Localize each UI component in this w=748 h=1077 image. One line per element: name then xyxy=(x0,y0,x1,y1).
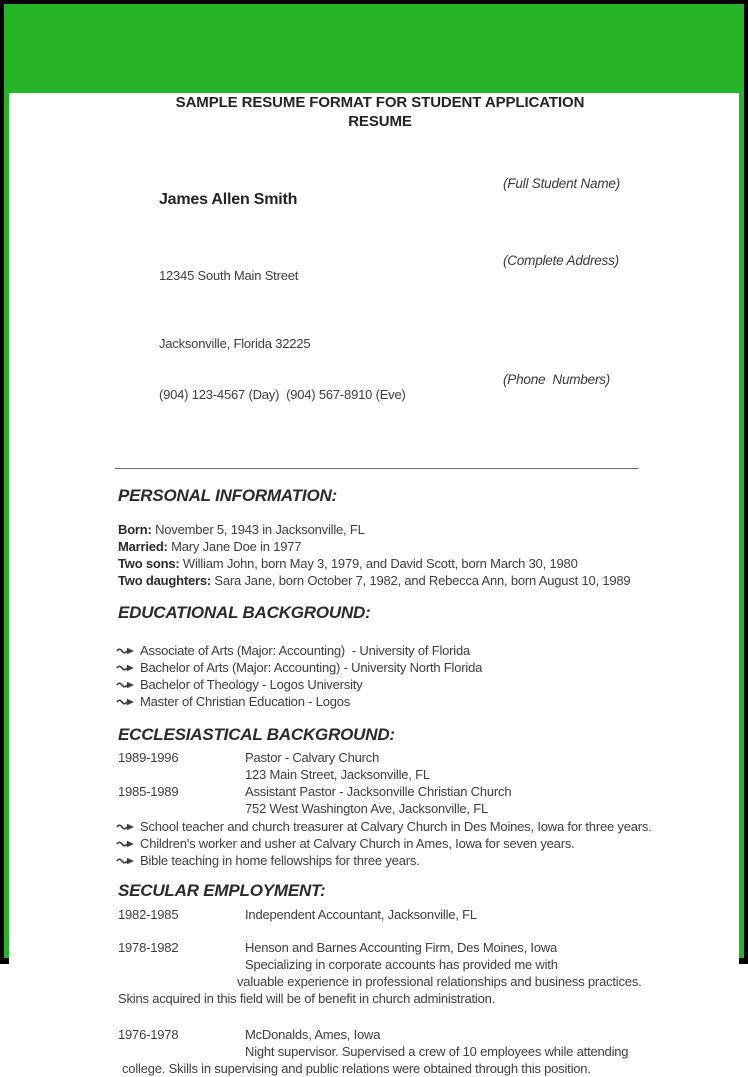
table-row xyxy=(118,939,642,956)
resume-page xyxy=(9,93,739,1076)
list-item xyxy=(118,676,642,693)
personal-row-married xyxy=(118,538,642,555)
ecclesiastical-background-heading: ECCLESIASTICAL BACKGROUND: xyxy=(118,725,395,744)
two-daughters-label: Two daughters: xyxy=(118,573,212,588)
header-divider xyxy=(115,468,638,469)
two-sons-value: William John, born May 3, 1979, and David Scott, born March 30, 1980 xyxy=(179,556,578,571)
document-title-line1: SAMPLE RESUME FORMAT FOR STUDENT APPLICATION xyxy=(175,94,585,111)
list-item xyxy=(118,852,642,869)
section-educational-background xyxy=(118,603,642,710)
position-dates: 1982-1985 xyxy=(118,907,179,922)
education-bullet-list xyxy=(118,642,642,710)
section-secular-employment xyxy=(118,881,642,1077)
personal-information-rows xyxy=(118,521,642,589)
contact-address-row2 xyxy=(118,318,642,369)
ecclesiastical-item-text: Bible teaching in home fellowships for three years. xyxy=(140,853,420,868)
position-description: Henson and Barnes Accounting Firm, Des Moines, Iowa xyxy=(245,940,558,955)
ecclesiastical-bullet-list xyxy=(118,818,652,869)
squiggle-arrow-icon xyxy=(116,839,136,849)
contact-phone-row xyxy=(118,369,642,437)
position-detail-line: Specializing in corporate accounts has provided me with xyxy=(245,957,558,972)
education-item-text: Master of Christian Education - Logos xyxy=(140,694,351,709)
position-dates: 1978-1982 xyxy=(118,940,179,955)
table-row xyxy=(118,766,642,783)
section-personal-information xyxy=(118,486,642,589)
position-dates: 1989-1996 xyxy=(118,750,179,765)
position-description: Independent Accountant, Jacksonville, FL xyxy=(245,907,477,922)
street-address: 12345 South Main Street xyxy=(158,268,299,283)
list-item xyxy=(118,693,642,710)
contact-address-row1 xyxy=(118,250,642,318)
squiggle-arrow-icon xyxy=(116,663,136,673)
table-row xyxy=(118,1026,642,1043)
section-ecclesiastical-background xyxy=(118,725,652,869)
page-border-green xyxy=(4,4,744,1076)
document-title-line2: RESUME xyxy=(348,113,412,130)
educational-background-heading: EDUCATIONAL BACKGROUND: xyxy=(118,603,371,622)
squiggle-arrow-icon xyxy=(116,646,136,656)
married-value: Mary Jane Doe in 1977 xyxy=(167,539,302,554)
two-daughters-value: Sara Jane, born October 7, 1982, and Rebecca Ann, born August 10, 1989 xyxy=(211,573,631,588)
position-description: Pastor - Calvary Church xyxy=(245,750,380,765)
secular-employment-heading: SECULAR EMPLOYMENT: xyxy=(118,881,326,900)
list-item xyxy=(118,659,642,676)
resume-content xyxy=(118,93,652,1077)
ecclesiastical-item-text: School teacher and church treasurer at Calvary Church in Des Moines, Iowa for three years. xyxy=(140,819,652,834)
position-description: McDonalds, Ames, Iowa xyxy=(245,1027,381,1042)
personal-row-sons xyxy=(118,555,642,572)
position-dates: 1976-1978 xyxy=(118,1027,179,1042)
position-detail-line: valuable experience in professional relationships and business practices. xyxy=(237,974,642,989)
position-dates xyxy=(118,800,245,817)
squiggle-arrow-icon xyxy=(116,822,136,832)
phone-numbers: (904) 123-4567 (Day) (904) 567-8910 (Eve) xyxy=(158,387,406,402)
full-name-placeholder-label: (Full Student Name) xyxy=(503,176,620,191)
secular-positions xyxy=(118,906,642,1077)
personal-information-heading: PERSONAL INFORMATION: xyxy=(118,486,337,505)
position-dates xyxy=(118,766,245,783)
squiggle-arrow-icon xyxy=(116,697,136,707)
married-label: Married: xyxy=(118,539,168,554)
table-row xyxy=(118,783,642,800)
position-description: 752 West Washington Ave, Jacksonville, FL xyxy=(245,801,489,816)
squiggle-arrow-icon xyxy=(116,680,136,690)
education-item-text: Associate of Arts (Major: Accounting) - University of Florida xyxy=(140,643,471,658)
position-description: 123 Main Street, Jacksonville, FL xyxy=(245,767,430,782)
position-detail-line: Skins acquired in this field will be of benefit in church administration. xyxy=(118,991,496,1006)
two-sons-label: Two sons: xyxy=(118,556,180,571)
list-item xyxy=(118,642,642,659)
document-title xyxy=(118,93,642,131)
table-row xyxy=(118,749,642,766)
ecclesiastical-positions xyxy=(118,749,642,817)
student-name: James Allen Smith xyxy=(158,191,298,208)
position-detail-line: Night supervisor. Supervised a crew of 10 employees while attending xyxy=(245,1044,629,1059)
position-detail-line: college. Skills in supervising and public relations were obtained through this position. xyxy=(122,1061,591,1076)
position-dates: 1985-1989 xyxy=(118,784,179,799)
personal-row-born xyxy=(118,521,642,538)
complete-address-placeholder-label: (Complete Address) xyxy=(503,253,619,268)
ecclesiastical-item-text: Children's worker and usher at Calvary Church in Ames, Iowa for seven years. xyxy=(140,836,575,851)
education-item-text: Bachelor of Theology - Logos University xyxy=(140,677,363,692)
squiggle-arrow-icon xyxy=(116,856,136,866)
born-value: November 5, 1943 in Jacksonville, FL xyxy=(151,522,365,537)
personal-row-daughters xyxy=(118,572,642,589)
list-item xyxy=(118,835,642,852)
contact-name-row xyxy=(118,170,642,250)
contact-header xyxy=(118,170,642,437)
city-state-zip: Jacksonville, Florida 32225 xyxy=(158,336,311,351)
list-item xyxy=(118,818,652,835)
table-row xyxy=(118,800,642,817)
education-item-text: Bachelor of Arts (Major: Accounting) - University North Florida xyxy=(140,660,483,675)
position-description: Assistant Pastor - Jacksonville Christian Church xyxy=(245,784,512,799)
table-row xyxy=(118,906,642,923)
phone-numbers-placeholder-label: (Phone Numbers) xyxy=(503,372,611,387)
born-label: Born: xyxy=(118,522,152,537)
